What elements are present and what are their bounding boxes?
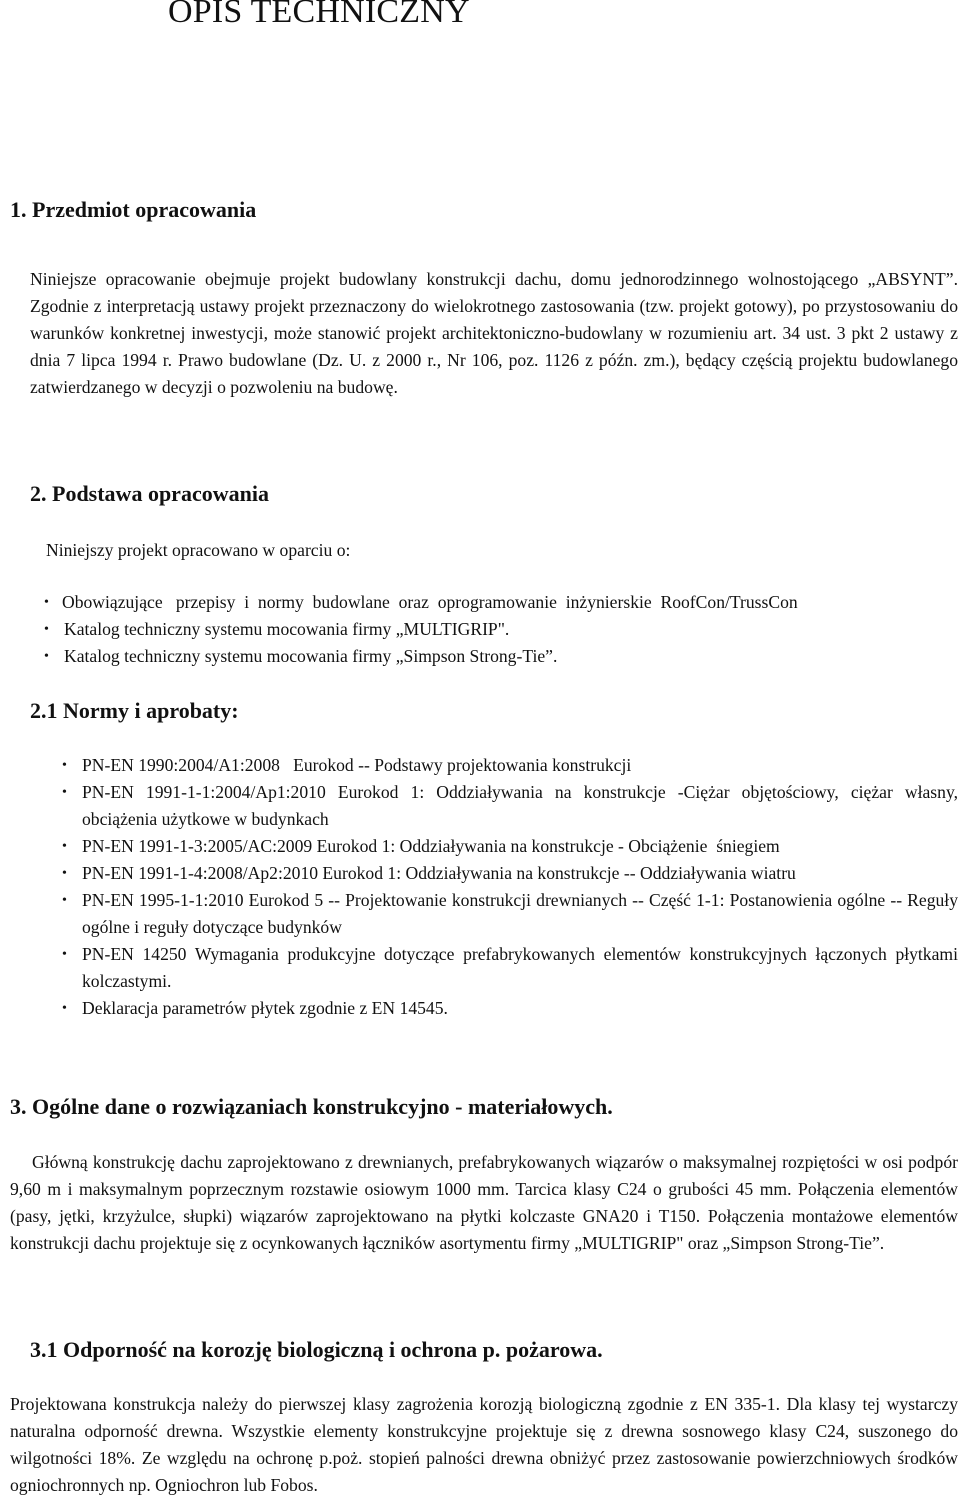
section-1-heading: 1. Przedmiot opracowania [10, 197, 257, 222]
bullet-icon: • [44, 595, 49, 610]
basis-item: • Obowiązujące przepisy i normy budowlane oraz oprogramowanie inżynierskie RoofCon/TrussCon [44, 589, 934, 616]
bullet-icon: • [62, 947, 67, 962]
bullet-icon: • [62, 866, 67, 881]
bullet-icon: • [62, 1001, 67, 1016]
bullet-icon: • [44, 622, 49, 637]
norm-item: • Deklaracja parametrów płytek zgodnie z EN 14545. [62, 995, 958, 1022]
section-3-1-heading: 3.1 Odporność na korozję biologiczną i ochrona p. pożarowa. [30, 1337, 603, 1362]
section-2-heading: 2. Podstawa opracowania [30, 481, 269, 506]
section-3-1-text: Projektowana konstrukcja należy do pierwszej klasy zagrożenia korozją biologiczną zgodnie z EN 335-1. Dla klasy tej wystarczy naturalna odporność drewna. Wszystkie elementy konstrukcyjne projektuje się z drewna sosnowego klasy C24, suszonego do wilgotności 18%. Ze względu na ochronę p.poż. stopień palności drewna obniżyć przez zastosowanie powierzchniowych środków ogniochronnych np. Ogniochron lub Fobos. [10, 1394, 958, 1495]
section-3-heading: 3. Ogólne dane o rozwiązaniach konstrukcyjno - materiałowych. [10, 1094, 613, 1119]
basis-item: • Katalog techniczny systemu mocowania firmy „Simpson Strong-Tie”. [44, 643, 934, 670]
norm-item: • PN-EN 1991-1-1:2004/Ap1:2010 Eurokod 1: Oddziaływania na konstrukcje -Ciężar objętościowy, ciężar własny, obciążenia użytkowe w budynkach [62, 779, 958, 833]
norm-item: • PN-EN 1995-1-1:2010 Eurokod 5 -- Projektowanie konstrukcji drewnianych -- Część 1-1: Postanowienia ogólne -- Reguły ogólne i reguły dotyczące budynków [62, 887, 958, 941]
document-title: OPIS TECHNICZNY [168, 0, 470, 30]
bullet-icon: • [44, 649, 49, 664]
norm-item: • PN-EN 1991-1-3:2005/AC:2009 Eurokod 1: Oddziaływania na konstrukcje - Obciążenie śniegiem [62, 833, 958, 860]
section-2-intro: Niniejszy projekt opracowano w oparciu o: [46, 540, 351, 560]
bullet-icon: • [62, 893, 67, 908]
section-1-text: Niniejsze opracowanie obejmuje projekt budowlany konstrukcji dachu, domu jednorodzinnego wolnostojącego „ABSYNT”. Zgodnie z interpretacją ustawy projekt przeznaczony do wielokrotnego zastosowania (tzw. projekt gotowy), po przystosowaniu do warunków konkretnej inwestycji, może stanowić projekt architektoniczno-budowlany w rozumieniu art. 34 ust. 3 pkt 2 ustawy z dnia 7 lipca 1994 r. Prawo budowlane (Dz. U. z 2000 r., Nr 106, poz. 1126 z późn. zm.), będący częścią projektu budowlanego zatwierdzanego w decyzji o pozwoleniu na budowę. [30, 269, 958, 397]
basis-item: • Katalog techniczny systemu mocowania firmy „MULTIGRIP". [44, 616, 934, 643]
bullet-icon: • [62, 839, 67, 854]
norm-item: • PN-EN 1991-1-4:2008/Ap2:2010 Eurokod 1: Oddziaływania na konstrukcje -- Oddziaływania wiatru [62, 860, 958, 887]
bullet-icon: • [62, 758, 67, 773]
bullet-icon: • [62, 785, 67, 800]
section-2-1-heading: 2.1 Normy i aprobaty: [30, 698, 239, 723]
norms-list [62, 752, 958, 1022]
norm-item: • PN-EN 14250 Wymagania produkcyjne dotyczące prefabrykowanych elementów konstrukcyjnych łączonych płytkami kolczastymi. [62, 941, 958, 995]
basis-list [44, 589, 934, 670]
section-3-text: Główną konstrukcję dachu zaprojektowano z drewnianych, prefabrykowanych wiązarów o maksymalnej rozpiętości w osi podpór 9,60 m i maksymalnym poprzecznym rozstawie osiowym 1000 mm. Tarcica klasy C24 o grubości 45 mm. Połączenia elementów (pasy, jętki, krzyżulce, słupki) wiązarów zaprojektowano na płytki kolczaste GNA20 i T150. Połączenia montażowe elementów konstrukcji dachu projektuje się z ocynkowanych łączników asortymentu firmy „MULTIGRIP" oraz „Simpson Strong-Tie”. [10, 1152, 958, 1253]
norm-item: • PN-EN 1990:2004/A1:2008 Eurokod -- Podstawy projektowania konstrukcji [62, 752, 958, 779]
